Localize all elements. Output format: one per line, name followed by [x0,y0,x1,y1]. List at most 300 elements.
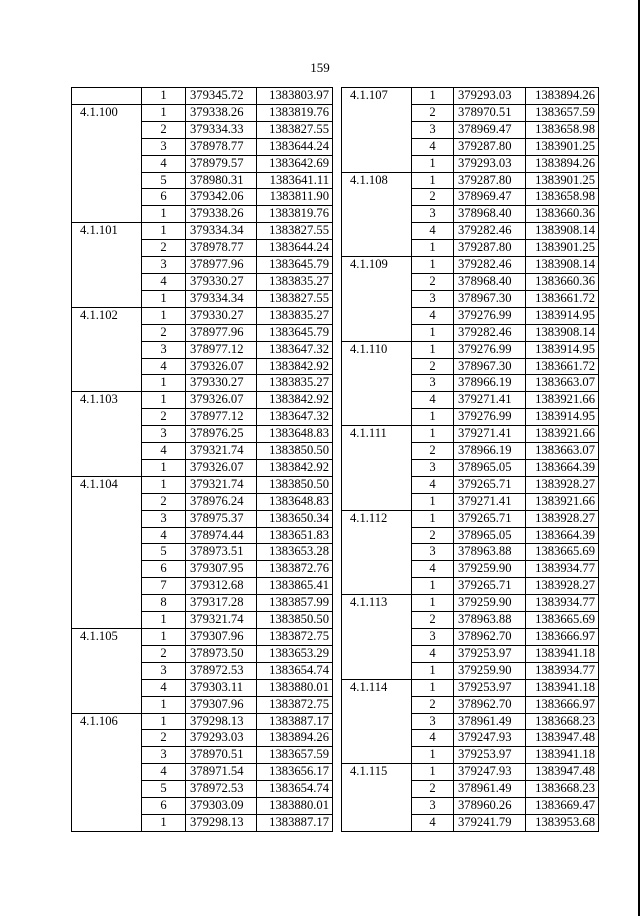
y-coordinate-cell: 1383664.39 [526,527,599,544]
x-coordinate-cell: 378975.37 [186,510,257,527]
point-number-cell: 1 [142,814,186,831]
table-row [72,629,333,646]
point-number-cell: 4 [142,527,186,544]
x-coordinate-cell: 379326.07 [186,392,257,409]
point-number-cell: 5 [142,172,186,189]
y-coordinate-cell: 1383665.69 [526,544,599,561]
x-coordinate-cell: 378977.12 [186,341,257,358]
point-number-cell: 5 [142,781,186,798]
point-number-cell: 1 [412,426,454,443]
x-coordinate-cell: 379259.90 [454,561,526,578]
y-coordinate-cell: 1383887.17 [257,713,333,730]
point-number-cell: 4 [412,814,454,831]
y-coordinate-cell: 1383819.76 [257,206,333,223]
table-row [342,341,599,358]
y-coordinate-cell: 1383650.34 [257,510,333,527]
x-coordinate-cell: 378965.05 [454,527,526,544]
section-number-cell: 4.1.108 [342,172,412,257]
point-number-cell: 4 [142,679,186,696]
point-number-cell: 1 [142,629,186,646]
table-row [342,510,599,527]
x-coordinate-cell: 378967.30 [454,358,526,375]
y-coordinate-cell: 1383928.27 [526,510,599,527]
x-coordinate-cell: 378961.49 [454,781,526,798]
x-coordinate-cell: 379253.97 [454,679,526,696]
point-number-cell: 1 [412,257,454,274]
x-coordinate-cell: 379241.79 [454,814,526,831]
point-number-cell: 1 [412,493,454,510]
point-number-cell: 3 [412,459,454,476]
y-coordinate-cell: 1383953.68 [526,814,599,831]
y-coordinate-cell: 1383661.72 [526,358,599,375]
point-number-cell: 1 [412,409,454,426]
y-coordinate-cell: 1383645.79 [257,257,333,274]
y-coordinate-cell: 1383921.66 [526,426,599,443]
table-row [342,172,599,189]
x-coordinate-cell: 379259.90 [454,662,526,679]
section-number-cell: 4.1.104 [72,476,142,628]
point-number-cell: 7 [142,578,186,595]
x-coordinate-cell: 378977.12 [186,409,257,426]
y-coordinate-cell: 1383914.95 [526,409,599,426]
point-number-cell: 3 [412,290,454,307]
y-coordinate-cell: 1383653.28 [257,544,333,561]
y-coordinate-cell: 1383654.74 [257,781,333,798]
table-row [72,476,333,493]
x-coordinate-cell: 378965.05 [454,459,526,476]
y-coordinate-cell: 1383850.50 [257,476,333,493]
point-number-cell: 1 [142,290,186,307]
x-coordinate-cell: 379282.46 [454,324,526,341]
point-number-cell: 4 [142,273,186,290]
x-coordinate-cell: 379330.27 [186,375,257,392]
section-number-cell: 4.1.112 [342,510,412,595]
point-number-cell: 1 [142,459,186,476]
y-coordinate-cell: 1383934.77 [526,595,599,612]
point-number-cell: 3 [412,544,454,561]
point-number-cell: 4 [412,392,454,409]
y-coordinate-cell: 1383835.27 [257,307,333,324]
point-number-cell: 1 [142,392,186,409]
x-coordinate-cell: 379334.34 [186,223,257,240]
point-number-cell: 8 [142,595,186,612]
x-coordinate-cell: 379282.46 [454,257,526,274]
x-coordinate-cell: 378978.77 [186,240,257,257]
y-coordinate-cell: 1383653.29 [257,645,333,662]
point-number-cell: 3 [142,510,186,527]
x-coordinate-cell: 379330.27 [186,307,257,324]
x-coordinate-cell: 378976.25 [186,426,257,443]
y-coordinate-cell: 1383894.26 [526,88,599,105]
point-number-cell: 2 [412,273,454,290]
x-coordinate-cell: 378960.26 [454,798,526,815]
y-coordinate-cell: 1383857.99 [257,595,333,612]
table-row [72,307,333,324]
y-coordinate-cell: 1383666.97 [526,696,599,713]
point-number-cell: 3 [142,138,186,155]
x-coordinate-cell: 379271.41 [454,493,526,510]
table-row [342,426,599,443]
x-coordinate-cell: 378969.47 [454,121,526,138]
y-coordinate-cell: 1383669.47 [526,798,599,815]
x-coordinate-cell: 379282.46 [454,223,526,240]
x-coordinate-cell: 378974.44 [186,527,257,544]
y-coordinate-cell: 1383850.50 [257,612,333,629]
x-coordinate-cell: 379326.07 [186,459,257,476]
x-coordinate-cell: 379253.97 [454,645,526,662]
x-coordinate-cell: 379293.03 [454,88,526,105]
point-number-cell: 1 [412,662,454,679]
y-coordinate-cell: 1383934.77 [526,662,599,679]
y-coordinate-cell: 1383901.25 [526,240,599,257]
section-number-cell: 4.1.110 [342,341,412,426]
y-coordinate-cell: 1383842.92 [257,358,333,375]
y-coordinate-cell: 1383644.24 [257,240,333,257]
y-coordinate-cell: 1383928.27 [526,578,599,595]
point-number-cell: 4 [412,138,454,155]
y-coordinate-cell: 1383941.18 [526,679,599,696]
section-number-cell: 4.1.101 [72,223,142,308]
x-coordinate-cell: 378973.50 [186,645,257,662]
y-coordinate-cell: 1383665.69 [526,612,599,629]
x-coordinate-cell: 378978.77 [186,138,257,155]
y-coordinate-cell: 1383921.66 [526,392,599,409]
point-number-cell: 1 [412,341,454,358]
table-row [342,257,599,274]
point-number-cell: 2 [412,358,454,375]
point-number-cell: 3 [412,798,454,815]
point-number-cell: 1 [142,696,186,713]
point-number-cell: 1 [412,747,454,764]
y-coordinate-cell: 1383647.32 [257,409,333,426]
y-coordinate-cell: 1383880.01 [257,798,333,815]
x-coordinate-cell: 379271.41 [454,392,526,409]
section-number-cell: 4.1.100 [72,104,142,222]
coordinates-table-right [341,87,599,832]
y-coordinate-cell: 1383657.59 [257,747,333,764]
point-number-cell: 6 [142,189,186,206]
y-coordinate-cell: 1383668.23 [526,713,599,730]
x-coordinate-cell: 378969.47 [454,189,526,206]
x-coordinate-cell: 379259.90 [454,595,526,612]
x-coordinate-cell: 379298.13 [186,814,257,831]
x-coordinate-cell: 379317.28 [186,595,257,612]
x-coordinate-cell: 379326.07 [186,358,257,375]
x-coordinate-cell: 378980.31 [186,172,257,189]
table-row [72,392,333,409]
x-coordinate-cell: 379312.68 [186,578,257,595]
point-number-cell: 4 [142,764,186,781]
y-coordinate-cell: 1383648.83 [257,493,333,510]
x-coordinate-cell: 379287.80 [454,172,526,189]
point-number-cell: 1 [412,764,454,781]
point-number-cell: 3 [412,121,454,138]
section-number-cell: 4.1.103 [72,392,142,477]
y-coordinate-cell: 1383887.17 [257,814,333,831]
y-coordinate-cell: 1383645.79 [257,324,333,341]
point-number-cell: 2 [142,493,186,510]
point-number-cell: 1 [412,324,454,341]
x-coordinate-cell: 378972.53 [186,781,257,798]
y-coordinate-cell: 1383835.27 [257,375,333,392]
point-number-cell: 1 [142,476,186,493]
x-coordinate-cell: 379303.09 [186,798,257,815]
point-number-cell: 2 [412,189,454,206]
x-coordinate-cell: 378961.49 [454,713,526,730]
point-number-cell: 2 [412,527,454,544]
x-coordinate-cell: 378962.70 [454,696,526,713]
y-coordinate-cell: 1383872.76 [257,561,333,578]
section-number-cell: 4.1.111 [342,426,412,511]
point-number-cell: 3 [412,375,454,392]
y-coordinate-cell: 1383803.97 [257,88,333,105]
x-coordinate-cell: 379338.26 [186,206,257,223]
point-number-cell: 6 [142,561,186,578]
table-row [342,595,599,612]
y-coordinate-cell: 1383842.92 [257,459,333,476]
y-coordinate-cell: 1383850.50 [257,443,333,460]
section-number-cell: 4.1.107 [342,88,412,173]
x-coordinate-cell: 378962.70 [454,629,526,646]
x-coordinate-cell: 379287.80 [454,138,526,155]
y-coordinate-cell: 1383660.36 [526,273,599,290]
y-coordinate-cell: 1383941.18 [526,747,599,764]
point-number-cell: 1 [142,375,186,392]
y-coordinate-cell: 1383642.69 [257,155,333,172]
point-number-cell: 2 [142,730,186,747]
point-number-cell: 6 [142,798,186,815]
x-coordinate-cell: 378973.51 [186,544,257,561]
x-coordinate-cell: 378979.57 [186,155,257,172]
point-number-cell: 2 [142,324,186,341]
x-coordinate-cell: 378968.40 [454,273,526,290]
section-number-cell: 4.1.105 [72,629,142,714]
point-number-cell: 2 [412,443,454,460]
x-coordinate-cell: 379321.74 [186,612,257,629]
y-coordinate-cell: 1383842.92 [257,392,333,409]
table-row [342,679,599,696]
point-number-cell: 2 [412,104,454,121]
point-number-cell: 1 [412,578,454,595]
y-coordinate-cell: 1383811.90 [257,189,333,206]
y-coordinate-cell: 1383656.17 [257,764,333,781]
point-number-cell: 1 [412,155,454,172]
table-row [342,764,599,781]
x-coordinate-cell: 379342.06 [186,189,257,206]
x-coordinate-cell: 379298.13 [186,713,257,730]
table-row [342,88,599,105]
x-coordinate-cell: 379307.96 [186,696,257,713]
y-coordinate-cell: 1383661.72 [526,290,599,307]
point-number-cell: 1 [142,104,186,121]
y-coordinate-cell: 1383901.25 [526,172,599,189]
table-row [72,104,333,121]
point-number-cell: 3 [142,341,186,358]
y-coordinate-cell: 1383928.27 [526,476,599,493]
point-number-cell: 2 [142,409,186,426]
y-coordinate-cell: 1383865.41 [257,578,333,595]
x-coordinate-cell: 379271.41 [454,426,526,443]
x-coordinate-cell: 379334.33 [186,121,257,138]
y-coordinate-cell: 1383666.97 [526,629,599,646]
x-coordinate-cell: 378977.96 [186,324,257,341]
point-number-cell: 1 [412,595,454,612]
y-coordinate-cell: 1383641.11 [257,172,333,189]
x-coordinate-cell: 379265.71 [454,578,526,595]
table-row [72,223,333,240]
point-number-cell: 2 [412,612,454,629]
point-number-cell: 5 [142,544,186,561]
x-coordinate-cell: 379338.26 [186,104,257,121]
point-number-cell: 2 [412,781,454,798]
point-number-cell: 1 [412,679,454,696]
y-coordinate-cell: 1383908.14 [526,223,599,240]
point-number-cell: 3 [142,257,186,274]
point-number-cell: 4 [412,476,454,493]
y-coordinate-cell: 1383908.14 [526,324,599,341]
y-coordinate-cell: 1383894.26 [257,730,333,747]
y-coordinate-cell: 1383658.98 [526,121,599,138]
section-number-cell: 4.1.113 [342,595,412,680]
x-coordinate-cell: 379276.99 [454,307,526,324]
point-number-cell: 3 [412,206,454,223]
point-number-cell: 1 [412,510,454,527]
x-coordinate-cell: 379307.95 [186,561,257,578]
point-number-cell: 3 [142,426,186,443]
x-coordinate-cell: 379265.71 [454,510,526,527]
y-coordinate-cell: 1383644.24 [257,138,333,155]
y-coordinate-cell: 1383934.77 [526,561,599,578]
x-coordinate-cell: 378972.53 [186,662,257,679]
x-coordinate-cell: 379293.03 [186,730,257,747]
point-number-cell: 2 [142,240,186,257]
point-number-cell: 3 [412,713,454,730]
x-coordinate-cell: 379276.99 [454,409,526,426]
point-number-cell: 1 [142,713,186,730]
x-coordinate-cell: 379265.71 [454,476,526,493]
y-coordinate-cell: 1383827.55 [257,290,333,307]
y-coordinate-cell: 1383658.98 [526,189,599,206]
y-coordinate-cell: 1383835.27 [257,273,333,290]
x-coordinate-cell: 379334.34 [186,290,257,307]
y-coordinate-cell: 1383663.07 [526,443,599,460]
y-coordinate-cell: 1383894.26 [526,155,599,172]
x-coordinate-cell: 378966.19 [454,375,526,392]
y-coordinate-cell: 1383827.55 [257,223,333,240]
section-number-cell: 4.1.102 [72,307,142,392]
y-coordinate-cell: 1383651.83 [257,527,333,544]
x-coordinate-cell: 378968.40 [454,206,526,223]
y-coordinate-cell: 1383941.18 [526,645,599,662]
x-coordinate-cell: 379247.93 [454,730,526,747]
x-coordinate-cell: 378976.24 [186,493,257,510]
section-number-cell: 4.1.106 [72,713,142,831]
table-row [72,88,333,105]
page-number: 159 [310,60,330,75]
y-coordinate-cell: 1383647.32 [257,341,333,358]
point-number-cell: 1 [142,88,186,105]
point-number-cell: 3 [142,747,186,764]
y-coordinate-cell: 1383657.59 [526,104,599,121]
x-coordinate-cell: 378977.96 [186,257,257,274]
point-number-cell: 1 [142,307,186,324]
x-coordinate-cell: 378970.51 [186,747,257,764]
y-coordinate-cell: 1383654.74 [257,662,333,679]
y-coordinate-cell: 1383664.39 [526,459,599,476]
section-number-cell: 4.1.109 [342,257,412,342]
x-coordinate-cell: 378970.51 [454,104,526,121]
point-number-cell: 4 [142,358,186,375]
y-coordinate-cell: 1383827.55 [257,121,333,138]
y-coordinate-cell: 1383660.36 [526,206,599,223]
x-coordinate-cell: 379287.80 [454,240,526,257]
x-coordinate-cell: 379293.03 [454,155,526,172]
point-number-cell: 1 [412,172,454,189]
x-coordinate-cell: 378963.88 [454,612,526,629]
point-number-cell: 4 [412,645,454,662]
x-coordinate-cell: 379307.96 [186,629,257,646]
point-number-cell: 2 [412,696,454,713]
point-number-cell: 1 [142,206,186,223]
y-coordinate-cell: 1383819.76 [257,104,333,121]
y-coordinate-cell: 1383648.83 [257,426,333,443]
point-number-cell: 3 [142,662,186,679]
point-number-cell: 4 [142,155,186,172]
x-coordinate-cell: 379321.74 [186,476,257,493]
y-coordinate-cell: 1383663.07 [526,375,599,392]
point-number-cell: 4 [142,443,186,460]
x-coordinate-cell: 379253.97 [454,747,526,764]
x-coordinate-cell: 379276.99 [454,341,526,358]
y-coordinate-cell: 1383872.75 [257,629,333,646]
x-coordinate-cell: 378971.54 [186,764,257,781]
y-coordinate-cell: 1383908.14 [526,257,599,274]
y-coordinate-cell: 1383914.95 [526,341,599,358]
point-number-cell: 4 [412,730,454,747]
y-coordinate-cell: 1383880.01 [257,679,333,696]
x-coordinate-cell: 378966.19 [454,443,526,460]
y-coordinate-cell: 1383947.48 [526,730,599,747]
point-number-cell: 3 [412,629,454,646]
section-number-cell [72,88,142,105]
y-coordinate-cell: 1383921.66 [526,493,599,510]
coordinates-table-left [71,87,333,832]
x-coordinate-cell: 378963.88 [454,544,526,561]
y-coordinate-cell: 1383872.75 [257,696,333,713]
point-number-cell: 2 [142,645,186,662]
x-coordinate-cell: 379345.72 [186,88,257,105]
point-number-cell: 1 [412,240,454,257]
point-number-cell: 1 [142,612,186,629]
section-number-cell: 4.1.114 [342,679,412,764]
x-coordinate-cell: 379321.74 [186,443,257,460]
x-coordinate-cell: 378967.30 [454,290,526,307]
x-coordinate-cell: 379247.93 [454,764,526,781]
section-number-cell: 4.1.115 [342,764,412,832]
point-number-cell: 1 [412,88,454,105]
y-coordinate-cell: 1383947.48 [526,764,599,781]
point-number-cell: 4 [412,223,454,240]
point-number-cell: 1 [142,223,186,240]
table-row [72,713,333,730]
point-number-cell: 4 [412,307,454,324]
point-number-cell: 4 [412,561,454,578]
x-coordinate-cell: 379303.11 [186,679,257,696]
y-coordinate-cell: 1383668.23 [526,781,599,798]
point-number-cell: 2 [142,121,186,138]
y-coordinate-cell: 1383914.95 [526,307,599,324]
y-coordinate-cell: 1383901.25 [526,138,599,155]
